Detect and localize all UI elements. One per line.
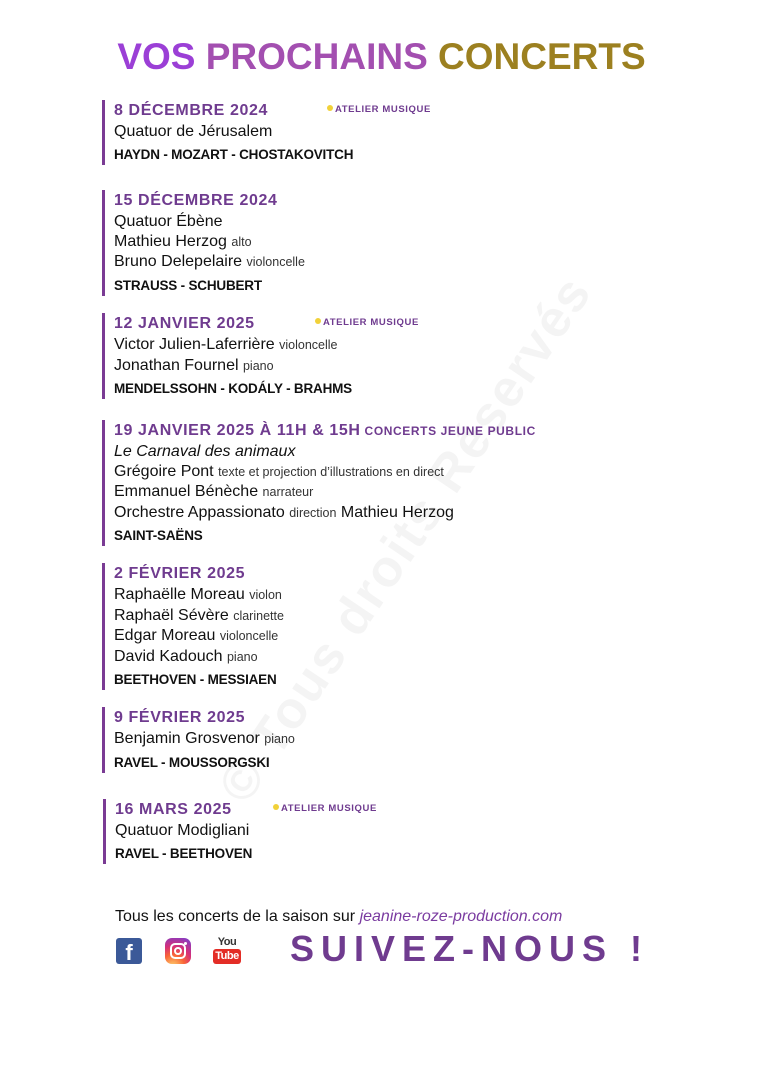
page-title [0,36,763,78]
composers: RAVEL - MOUSSORGSKI [114,754,270,770]
performer-line: Victor Julien-Laferrière violoncelle [114,336,338,353]
concert-7 [103,799,377,864]
concert-3 [102,313,419,399]
composers: RAVEL - BEETHOVEN [115,845,253,861]
performer-line: Bruno Delepelaire violoncelle [114,253,305,270]
concert-date: 15 DÉCEMBRE 2024 [114,192,278,209]
concert-date: 16 MARS 2025 [115,801,232,818]
youtube-icon[interactable]: You Tube [213,936,241,966]
instagram-icon[interactable] [165,938,191,964]
concert-date: 19 JANVIER 2025 À 11H & 15H [114,422,361,439]
concert-date: 12 JANVIER 2025 [114,315,255,332]
performer-line: Quatuor Modigliani [115,822,250,839]
performer-line: David Kadouch piano [114,647,258,665]
concert-6 [102,707,295,773]
dot-icon [315,318,321,324]
concert-date: 9 FÉVRIER 2025 [114,709,246,726]
website-link[interactable]: jeanine-roze-production.com [359,908,563,925]
atelier-tag: ATELIER MUSIQUE [315,317,419,328]
performer-line: Benjamin Grosvenor piano [114,730,295,747]
performer-line: Emmanuel Bénèche narrateur [114,483,314,500]
performer-line: Raphaëlle Moreau violon [114,586,282,603]
performer-line: Mathieu Herzog alto [114,232,252,250]
concert-date: 2 FÉVRIER 2025 [114,565,246,582]
concert-4 [102,420,536,546]
dot-icon [273,804,279,810]
performer-line: Orchestre Appassionato direction Mathieu Herzog [114,503,454,521]
performer-line: Grégoire Pont texte et projection d’illustrations en direct [114,462,444,480]
performer-line: Quatuor de Jérusalem [114,123,273,140]
atelier-tag: ATELIER MUSIQUE [273,803,377,814]
concert-1 [102,100,431,165]
composers: STRAUSS - SCHUBERT [114,277,262,293]
work-title: Le Carnaval des animaux [114,443,296,460]
composers: SAINT-SAËNS [114,528,203,543]
follow-us-heading: SUIVEZ-NOUS ! [290,928,650,969]
concert-2 [102,190,305,296]
performer-line: Quatuor Ébène [114,213,223,230]
jeune-public-tag: CONCERTS JEUNE PUBLIC [364,424,536,438]
performer-line: Edgar Moreau violoncelle [114,627,279,644]
concert-5 [102,563,284,690]
composers: BEETHOVEN - MESSIAEN [114,672,277,687]
footer-text: Tous les concerts de la saison sur jeanine-roze-production.com [115,908,563,925]
concert-date: 8 DÉCEMBRE 2024 [114,102,268,119]
atelier-tag: ATELIER MUSIQUE [327,104,431,115]
dot-icon [327,105,333,111]
title-word-2: PROCHAINS [205,36,428,77]
facebook-icon[interactable]: f [116,938,142,964]
composers: MENDELSSOHN - KODÁLY - BRAHMS [114,381,352,396]
composers: HAYDN - MOZART - CHOSTAKOVITCH [114,146,354,162]
performer-line: Raphaël Sévère clarinette [114,606,284,624]
performer-line: Jonathan Fournel piano [114,356,274,374]
title-word-3: CONCERTS [438,36,646,77]
title-word-1: VOS [117,36,196,77]
